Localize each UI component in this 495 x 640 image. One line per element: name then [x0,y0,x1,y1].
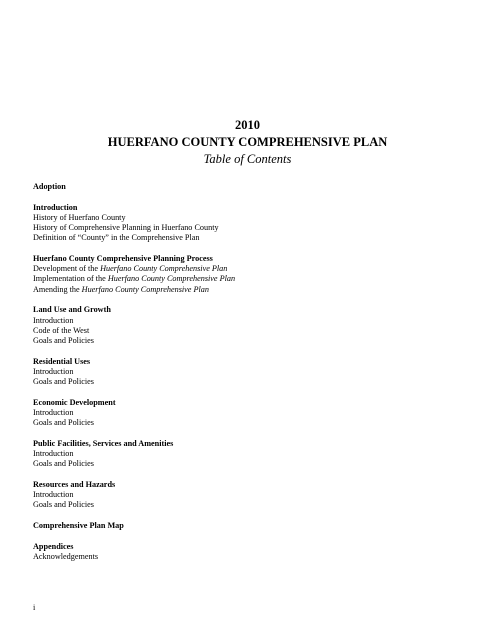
toc-entry-text: Amending the [33,284,82,294]
toc-section-heading: Huerfano County Comprehensive Planning Process [33,254,213,264]
toc-entry [33,500,473,510]
toc-entry [33,223,473,233]
toc-entry-italic-title: Huerfano County Comprehensive Plan [81,284,209,294]
toc-section-heading: Comprehensive Plan Map [33,521,124,531]
toc-section-heading: Land Use and Growth [33,305,111,315]
toc-entry [33,274,473,284]
toc-entry-text: Goals and Policies [33,418,94,428]
toc-entry-text: Goals and Policies [33,377,94,387]
toc-entry [33,377,473,387]
toc-entry [33,233,473,243]
toc-section [33,305,473,346]
toc-entry-text: History of Comprehensive Planning in Huerfano County [33,223,219,233]
toc-entry-text: Acknowledgements [33,551,99,561]
toc-entry [33,316,473,326]
toc-entry-text: History of Huerfano County [33,212,126,222]
toc-entry [33,367,473,377]
toc-section [33,521,473,531]
toc-section-heading: Resources and Hazards [33,479,116,489]
toc-entry-text: Introduction [33,449,74,459]
document-title: HUERFANO COUNTY COMPREHENSIVE PLAN [107,135,388,149]
toc-section [33,542,473,562]
toc-entry-text: Introduction [33,490,74,500]
toc-entry-italic-title: Huerfano County Comprehensive Plan [107,274,236,284]
toc-section [33,182,473,192]
document-subtitle: Table of Contents [203,152,292,166]
toc-section-heading: Appendices [33,541,74,551]
toc-entry [33,408,473,418]
page-number: i [33,603,36,612]
toc-section [33,480,473,511]
toc-entry-text: Goals and Policies [33,500,94,510]
toc-section-heading: Public Facilities, Services and Amenities [33,438,174,448]
toc-section-heading: Adoption [33,182,66,191]
toc-section [33,398,473,429]
toc-entry [33,459,473,469]
toc-section [33,254,473,295]
toc-entry-italic-title: Huerfano County Comprehensive Plan [100,264,228,274]
toc-entry-text: Goals and Policies [33,335,94,345]
title-year: 2010 [235,118,260,132]
toc-entry-text: Definition of “County” in the Comprehensive Plan [33,233,200,243]
toc-section-heading: Economic Development [33,397,116,407]
toc-entry [33,336,473,346]
toc-entry-text: Implementation of the [33,274,108,284]
toc-entry [33,213,473,223]
toc-entry [33,490,473,500]
toc-entry-text: Introduction [33,366,74,376]
toc-section-heading: Residential Uses [33,356,91,366]
toc-section-heading: Introduction [33,202,78,212]
toc-entry-text: Code of the West [33,325,90,335]
toc-entry [33,285,473,295]
toc-entry-text: Introduction [33,315,74,325]
toc-section [33,357,473,388]
toc-entry [33,449,473,459]
toc-entry-text: Introduction [33,407,74,417]
toc-entry [33,552,473,562]
toc-section [33,203,473,244]
toc-entry [33,418,473,428]
table-of-contents [33,182,473,573]
title-block [0,117,495,168]
toc-entry-text: Goals and Policies [33,459,94,469]
toc-section [33,439,473,470]
toc-entry [33,264,473,274]
toc-entry [33,326,473,336]
toc-entry-text: Development of the [33,264,101,274]
